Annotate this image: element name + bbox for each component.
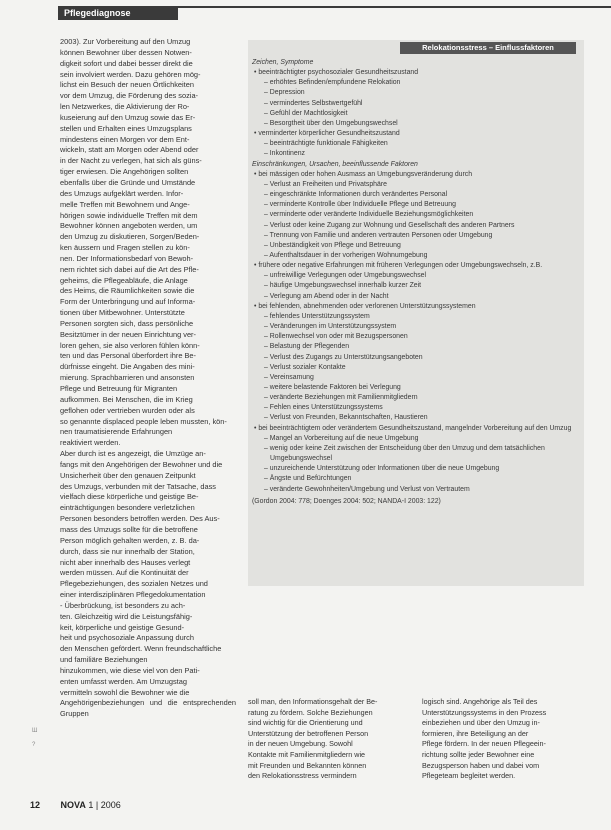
sub-list-item-text: Verlust von Freunden, Bekanntschaften, Haustieren: [267, 414, 428, 422]
body-text-line: ken äussern und Fragen stellen zu kön-: [60, 243, 190, 253]
dash-icon: –: [264, 373, 268, 381]
body-text-line: dürfnisse eingeht. Die Angaben des mini-: [60, 362, 195, 372]
body-text-line: Bewohner können angeboten werden, um: [60, 221, 198, 231]
body-text-line: können Bewohner über dessen Notwen-: [60, 47, 192, 57]
sub-list-item: [252, 403, 578, 413]
sub-list-item: [252, 119, 578, 129]
dash-icon: –: [264, 485, 268, 493]
sub-list-item-text: verminderte Kontrolle über Individuelle Pflege und Betreuung: [267, 201, 456, 209]
sub-list-item: [252, 210, 578, 220]
source-citation: [252, 497, 578, 507]
body-text-line: geheims, die Pflegeabläufe, die Anlage: [60, 275, 188, 285]
sub-list-item: [252, 149, 578, 159]
sub-list-item: [252, 322, 578, 332]
body-text-line: Unterstützungssystems in den Prozess: [422, 707, 547, 717]
dash-icon: –: [264, 272, 268, 280]
section-heading-text: Zeichen, Symptome: [252, 59, 314, 66]
body-text-line: heit und psychosoziale Anpassung durch: [60, 633, 194, 643]
bullet-icon: •: [254, 262, 257, 270]
bullet-icon: •: [254, 424, 257, 432]
sub-list-item-text: eingeschränkte Informationen durch verändertes Personal: [267, 191, 448, 199]
dash-icon: –: [264, 191, 268, 199]
dash-icon: –: [264, 140, 268, 148]
body-text-line: loren gehen, sie also verloren fühlen könn-: [60, 340, 200, 350]
body-text-line: hörigen sowie individuelle Treffen mit dem: [60, 210, 198, 220]
body-text-line: Angehörigenbeziehungen und die entsprechenden Gruppen: [60, 698, 236, 719]
dash-icon: –: [264, 465, 268, 473]
sub-list-item: [252, 312, 578, 322]
source-citation-text: (Gordon 2004: 778; Doenges 2004: 502; NANDA-I 2003: 122): [252, 497, 441, 505]
body-text-line: kuseierung auf den Umzug sowie das Er-: [60, 112, 196, 122]
sub-list-item-text: Rollenwechsel von oder mit Bezugspersonen: [267, 333, 408, 341]
section-heading: [252, 160, 578, 170]
body-text-line: hinzukommen, wie diese viel von den Pati-: [60, 665, 200, 675]
body-text-line: Besitztümer in der neuen Einrichtung ver-: [60, 329, 196, 339]
sub-list-item-text: Verlust oder keine Zugang zur Wohnung und Gesellschaft des anderen Partners: [267, 221, 515, 229]
sub-list-item-text: veränderte Gewohnheiten/Umgebung und Verlust von Vertrautem: [267, 485, 470, 493]
left-column-text: [60, 37, 236, 720]
dash-icon: –: [264, 109, 268, 117]
sub-list-item-text: Verlegung am Abend oder in der Nacht: [267, 292, 389, 300]
sub-list-item-text: Vereinsamung: [267, 373, 314, 381]
section-tag: Pflegediagnose: [58, 6, 178, 20]
body-text-line: Personen besonders betroffen werden. Des Aus-: [60, 514, 220, 524]
body-text-line: tiger erwiesen. Die Angehörigen sollten: [60, 167, 189, 177]
sub-list-item: [252, 383, 578, 393]
sub-list-item-text: Fehlen eines Unterstützungssystems: [267, 404, 383, 412]
dash-icon: –: [264, 231, 268, 239]
info-box: [248, 40, 584, 586]
dash-icon: –: [264, 333, 268, 341]
bottom-middle-column: [248, 697, 412, 782]
body-text-line: Bezugsperson haben und dabei vom: [422, 760, 540, 770]
sub-list-item-text: Depression: [267, 89, 305, 97]
body-text-line: ebenfalls über die Gründe und Umstände: [60, 177, 196, 187]
body-text-line: den Relokationsstress vermindern: [248, 771, 357, 781]
sub-list-item-text: häufige Umgebungswechsel innerhalb kurzer Zeit: [267, 282, 422, 290]
sub-list-item: [252, 88, 578, 98]
dash-icon: –: [264, 363, 268, 371]
body-text-line: Pflegebeziehungen, des sozialen Netzes und: [60, 579, 208, 589]
body-text-line: und familiäre Beziehungen: [60, 655, 148, 665]
sub-list-item-text: Unbeständigkeit von Pflege und Betreuung: [267, 241, 401, 249]
sub-list-item: [252, 251, 578, 261]
dash-icon: –: [264, 180, 268, 188]
body-text-line: nern richtet sich dabei auf die Art des Pfle-: [60, 264, 199, 274]
body-text-line: richtung sollte jeder Bewohner eine: [422, 749, 535, 759]
body-text-line: Person möglich gehalten werden, z. B. da-: [60, 535, 200, 545]
body-text-line: wickeln, statt am Morgen oder Abend oder: [60, 145, 199, 155]
sub-list-item: [252, 190, 578, 200]
sub-list-item: [252, 180, 578, 190]
sub-list-item: [252, 231, 578, 241]
sub-list-item: [252, 353, 578, 363]
sub-list-item-text: Verlust sozialer Kontakte: [267, 363, 346, 371]
body-text-line: Aber durch ist es angezeigt, die Umzüge an-: [60, 449, 206, 459]
sub-list-item-text: beeinträchtigte funktionale Fähigkeiten: [267, 140, 388, 148]
page-number: 12: [30, 800, 41, 810]
dash-icon: –: [264, 312, 268, 320]
dash-icon: –: [264, 434, 268, 442]
dash-icon: –: [264, 353, 268, 361]
dash-icon: –: [264, 394, 268, 402]
body-text-line: Personen sorgten sich, dass persönliche: [60, 318, 194, 328]
sub-list-item: [252, 200, 578, 210]
body-text-line: ten und das Personal überfordert ihre Be-: [60, 351, 196, 361]
body-text-line: stellen und Erhalten eines Umzugsplans: [60, 123, 192, 133]
body-text-line: fangs mit den Angehörigen der Bewohner und die: [60, 459, 223, 469]
list-item-text: verminderter körperlicher Gesundheitszustand: [256, 130, 400, 138]
body-text-line: des Umzugs aufgeklärt werden. Infor-: [60, 188, 184, 198]
bottom-right-column: [422, 697, 584, 782]
body-text-line: keit, körperliche und geistige Gesund-: [60, 622, 185, 632]
sub-list-item-text: Ängste und Befürchtungen: [267, 475, 352, 483]
sub-list-item-text: Verlust an Freiheiten und Privatsphäre: [267, 180, 387, 188]
sub-list-item-text: Belastung der Pflegenden: [267, 343, 350, 351]
body-text-line: in der Nacht zu verlegen, hat sich als güns-: [60, 156, 202, 166]
body-text-line: Pflegeteam begleitet werden.: [422, 771, 516, 781]
body-text-line: vermitteln sowohl die Bewohner wie die: [60, 687, 190, 697]
body-text-line: mass des Umzugs sollte für die betroffene: [60, 524, 198, 534]
dash-icon: –: [264, 384, 268, 391]
sub-list-item-text: unzureichende Unterstützung oder Informationen über die neue Umgebung: [267, 465, 500, 473]
body-text-line: sein involviert werden. Dazu gehören mög-: [60, 69, 201, 79]
dash-icon: –: [264, 475, 268, 483]
body-text-line: logisch sind. Angehörige als Teil des: [422, 697, 538, 706]
section-heading: [252, 58, 578, 68]
body-text-line: ratung zu fördern. Solche Beziehungen: [248, 707, 373, 717]
list-item: [252, 261, 578, 271]
dash-icon: –: [264, 343, 268, 351]
body-text-line: Pflege fördern. In der neuen Pflegeein-: [422, 739, 546, 749]
sub-list-item: [252, 109, 578, 119]
sub-list-item: [252, 474, 578, 484]
dash-icon: –: [264, 211, 268, 219]
sub-list-item: [252, 281, 578, 291]
body-text-line: einträchtigungen besondere verletzlichen: [60, 503, 195, 513]
dash-icon: –: [264, 444, 268, 452]
list-item-text: beeinträchtigter psychosozialer Gesundheitszustand: [256, 69, 419, 77]
list-item-text: bei beeinträchtigtem oder verändertem Gesundheitszustand, mangelnder Vorbereitung auf den Umzug: [256, 424, 572, 432]
info-box-body: [252, 58, 578, 507]
sub-list-item-text: Besorgtheit über den Umgebungswechsel: [267, 119, 398, 127]
sub-list-item-text: veränderte Beziehungen mit Familienmitgliedern: [267, 394, 418, 402]
list-item: [252, 129, 578, 139]
body-text-line: Unterstützung der betroffenen Person: [248, 728, 369, 738]
sub-list-item: [252, 78, 578, 88]
body-text-line: werden müssen. Auf die Kontinuität der: [60, 568, 189, 578]
sub-list-item-text: wenig oder keine Zeit zwischen der Entscheidung über den Umzug und dem tatsächlichen Umgebungswechsel: [267, 444, 545, 463]
sub-list-item-text: Gefühl der Machtlosigkeit: [267, 109, 348, 117]
dash-icon: –: [264, 323, 268, 331]
dash-icon: –: [264, 201, 268, 209]
dash-icon: –: [264, 79, 268, 87]
body-text-line: mindestens einen Morgen vor dem Ent-: [60, 134, 190, 144]
sub-list-item: [252, 485, 578, 495]
section-heading-text: Einschränkungen, Ursachen, beeinflussende Faktoren: [252, 160, 418, 168]
sub-list-item: [252, 363, 578, 373]
magazine-name: NOVA: [60, 800, 86, 810]
body-text-line: des Umzugs, verbunden mit der Tatsache, dass: [60, 481, 216, 491]
body-text-line: nen traumatisierende Erfahrungen: [60, 427, 173, 437]
dash-icon: –: [264, 99, 268, 107]
bullet-icon: •: [254, 69, 257, 77]
sub-list-item: [252, 373, 578, 383]
body-text-line: den Umzug zu diskutieren, Sorgen/Beden-: [60, 232, 200, 242]
sub-list-item: [252, 413, 578, 423]
list-item: [252, 424, 578, 434]
body-text-line: einbeziehen und über den Umzug in-: [422, 718, 540, 728]
body-text-line: den Menschen gefördert. Wenn freundschaftliche: [60, 644, 222, 654]
sub-list-item-text: unfreiwillige Verlegungen oder Umgebungswechsel: [267, 272, 427, 280]
sub-list-item-text: verminderte oder veränderte Individuelle Beziehungsmöglichkeiten: [267, 211, 474, 219]
info-box-title: Relokationsstress – Einflussfaktoren: [400, 42, 576, 54]
body-text-line: soll man, den Informationsgehalt der Be-: [248, 697, 378, 706]
body-text-line: so genannte displaced people leben mussten, kön-: [60, 416, 227, 426]
body-text-line: einer interdisziplinären Pflegedokumentation: [60, 590, 206, 600]
page-footer: [30, 800, 121, 810]
bullet-icon: •: [254, 130, 257, 138]
body-text-line: ten. Gleichzeitig wird die Leistungsfähig-: [60, 611, 193, 621]
body-text-line: len Netzwerkes, die Aktivierung der Ro-: [60, 102, 190, 112]
sub-list-item-text: Verlust des Zugangs zu Unterstützungsangeboten: [267, 353, 423, 361]
dash-icon: –: [264, 414, 268, 422]
list-item-text: bei fehlenden, abnehmenden oder verlorenen Unterstützungssystemen: [256, 302, 476, 310]
dash-icon: –: [264, 241, 268, 249]
side-mark: Ш: [32, 728, 38, 734]
body-text-line: melle Treffen mit Bewohnern und Ange-: [60, 199, 190, 209]
sub-list-item: [252, 292, 578, 302]
sub-list-item-text: erhöhtes Befinden/empfundene Relokation: [267, 79, 401, 87]
list-item: [252, 302, 578, 312]
body-text-line: vor dem Umzug, die Förderung des sozia-: [60, 91, 199, 101]
dash-icon: –: [264, 292, 268, 300]
sub-list-item: [252, 444, 578, 464]
body-text-line: sind wichtig für die Orientierung und: [248, 718, 363, 728]
body-text-line: Unsicherheit über den genauen Zeitpunkt: [60, 470, 196, 480]
body-text-line: nen. Der Informationsbedarf von Bewoh-: [60, 253, 194, 263]
list-item: [252, 68, 578, 78]
sub-list-item: [252, 241, 578, 251]
list-item: [252, 170, 578, 180]
sub-list-item: [252, 464, 578, 474]
body-text-line: geflohen oder vertrieben wurden oder als: [60, 405, 195, 415]
body-text-line: digkeit sofort und dabei besser direkt die: [60, 58, 193, 68]
sub-list-item-text: Aufenthaltsdauer in der vorherigen Wohnumgebung: [267, 251, 428, 259]
list-item-text: frühere oder negative Erfahrungen mit früheren Verlegungen oder Umgebungswechseln, z.B.: [256, 262, 543, 270]
sub-list-item-text: fehlendes Unterstützungssystem: [267, 312, 370, 320]
bullet-icon: •: [254, 170, 257, 178]
sub-list-item: [252, 139, 578, 149]
sub-list-item: [252, 99, 578, 109]
side-mark: ?: [32, 742, 36, 748]
body-text-line: lichst ein Besuch der neuen Örtlichkeiten: [60, 80, 194, 90]
body-text-line: mierung. Sprachbarrieren und ansonsten: [60, 373, 195, 383]
body-text-line: formieren, ihre Beteiligung an der: [422, 728, 529, 738]
bullet-icon: •: [254, 302, 257, 310]
body-text-line: - Überbrückung, ist besonders zu ach-: [60, 600, 186, 610]
body-text-line: Kontakte mit Familienmitgliedern wie: [248, 749, 366, 759]
dash-icon: –: [264, 282, 268, 290]
sub-list-item: [252, 434, 578, 444]
sub-list-item-text: Mangel an Vorbereitung auf die neue Umgebung: [267, 434, 419, 442]
body-text-line: Form der Unterbringung und auf Informa-: [60, 297, 196, 307]
sub-list-item-text: vermindertes Selbstwertgefühl: [267, 99, 363, 107]
sub-list-item: [252, 221, 578, 231]
dash-icon: –: [264, 221, 268, 229]
sub-list-item-text: Trennung von Familie und anderen vertrauten Personen oder Umgebung: [267, 231, 493, 239]
dash-icon: –: [264, 89, 268, 97]
body-text-line: reaktiviert werden.: [60, 438, 121, 448]
dash-icon: –: [264, 404, 268, 412]
sub-list-item: [252, 332, 578, 342]
side-marks: [32, 724, 38, 752]
sub-list-item-text: weitere belastende Faktoren bei Verlegung: [267, 384, 401, 391]
body-text-line: tionen über Mitbewohner. Unterstützte: [60, 308, 185, 318]
body-text-line: mit Freunden und Bekannten können: [248, 760, 367, 770]
body-text-line: in der neuen Umgebung. Sowohl: [248, 739, 353, 749]
dash-icon: –: [264, 119, 268, 127]
dash-icon: –: [264, 150, 268, 158]
top-rule: [178, 6, 611, 8]
body-text-line: aufkommen. Bei Menschen, die im Krieg: [60, 394, 193, 404]
sub-list-item: [252, 342, 578, 352]
body-text-line: Pflege und Betreuung für Migranten: [60, 384, 178, 393]
list-item-text: bei mässigen oder hohen Ausmass an Umgebungsveränderung durch: [256, 170, 473, 178]
body-text-line: des Heims, die Räumlichkeiten sowie die: [60, 286, 195, 296]
sub-list-item-text: Veränderungen im Unterstützungssystem: [267, 323, 397, 331]
body-text-line: 2003). Zur Vorbereitung auf den Umzug: [60, 37, 191, 46]
body-text-line: durch, dass sie nur innerhalb der Station,: [60, 546, 195, 556]
sub-list-item-text: Inkontinenz: [267, 150, 306, 158]
sub-list-item: [252, 271, 578, 281]
sub-list-item: [252, 393, 578, 403]
body-text-line: enten umfasst werden. Am Umzugstag: [60, 676, 187, 686]
dash-icon: –: [264, 251, 268, 259]
issue-number: 1 | 2006: [88, 800, 121, 810]
body-text-line: vielfach diese körperliche und geistige Be-: [60, 492, 199, 502]
body-text-line: nicht aber innerhalb des Hauses verlegt: [60, 557, 191, 567]
